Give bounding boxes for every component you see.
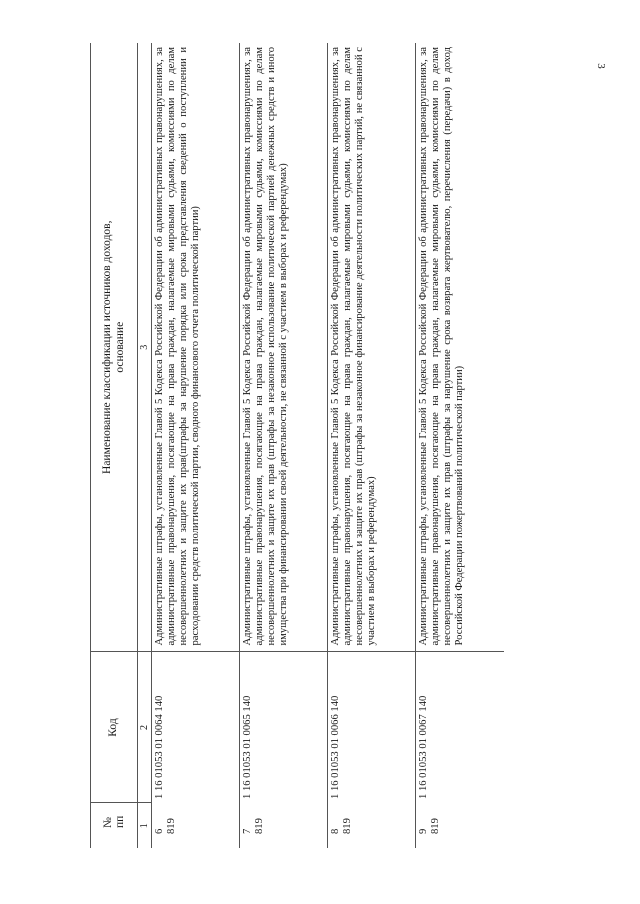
header-num: № пп: [91, 803, 138, 848]
row-code: 1 16 01053 01 0064 140: [152, 652, 240, 803]
row-code: 1 16 01053 01 0065 140: [240, 652, 328, 803]
header-name: [91, 43, 138, 652]
row-description: Административные штрафы, установленные Главой 5 Кодекса Российской Федерации об административных правонарушениях, за административные правонарушения, посягающие на права граждан, налагаемые мировыми судьями, комиссиями по делам несовершеннолетних и защите их прав (штрафы за незаконное финансирование деятельности политических партий, не связанной с участием в выборах и референдумах): [328, 43, 416, 652]
table-row: [328, 43, 416, 848]
header-name-line2: основание: [114, 321, 126, 373]
code-prefix: 819: [342, 818, 353, 834]
row-description: Административные штрафы, установленные Главой 5 Кодекса Российской Федерации об административных правонарушениях, за административные правонарушения, посягающие на права граждан, налагаемые мировыми судьями, комиссиями по делам несовершеннолетних и защите их прав(штрафы за нарушение порядка или срока представления сведений о поступлении и расходовании средств политической партии, сводного финансового отчета политической партии): [154, 47, 201, 646]
code-prefix: 819: [430, 818, 441, 834]
document-table-rotated: [90, 43, 597, 848]
row-code: 1 16 01053 01 0066 140: [328, 652, 416, 803]
column-index-1: 1: [138, 803, 152, 848]
row-description: Административные штрафы, установленные Главой 5 Кодекса Российской Федерации об административных правонарушениях, за административные правонарушения, посягающие на права граждан, налагаемые мировыми судьями, комиссиями по делам несовершеннолетних и защите их прав (штрафы за нарушение срока возврата жертвователю, перечисления (передачи) в доход Российской Федерации пожертвований политической партии): [416, 43, 504, 652]
row-code: 1 16 01053 01 0067 140: [416, 652, 504, 803]
row-number: 7819: [240, 803, 328, 848]
code-prefix: 819: [254, 818, 265, 834]
column-index-3: 3: [138, 43, 152, 652]
page-number: 3: [594, 63, 607, 69]
row-number: 6819: [154, 818, 177, 834]
header-code: Код: [91, 652, 138, 803]
row-description: Административные штрафы, установленные Главой 5 Кодекса Российской Федерации об административных правонарушениях, за административные правонарушения, посягающие на права граждан, налагаемые мировыми судьями, комиссиями по делам несовершеннолетних и защите их прав (штрафы за незаконное использование политической партией денежных средств и иного имущества при финансировании своей деятельности, не связанной с участием в выборах и референдумах): [240, 43, 328, 652]
header-name-line1: Наименование классификации источников доходов,: [100, 220, 113, 474]
row-number: 8819: [328, 803, 416, 848]
row-number: 9819: [416, 803, 504, 848]
table-header-row: [91, 43, 138, 848]
column-index-row: [138, 43, 152, 848]
table-row: [152, 43, 240, 848]
column-index-2: 2: [138, 652, 152, 803]
table-row: [416, 43, 504, 848]
code-prefix: 819: [166, 818, 177, 834]
table-row: [240, 43, 328, 848]
revenue-classification-table: [90, 43, 504, 848]
